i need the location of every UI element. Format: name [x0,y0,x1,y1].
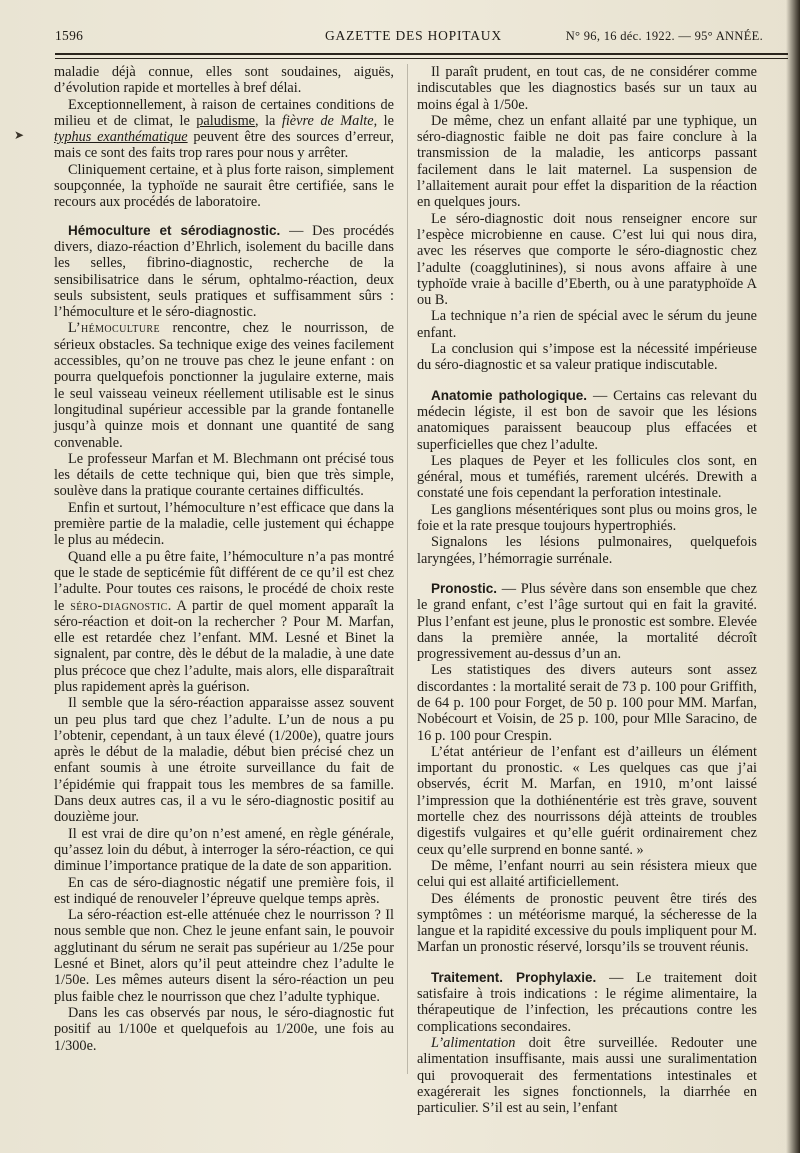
column-divider [407,64,408,1074]
header-rule-thin [55,58,788,59]
paragraph: De même, l’enfant nourri au sein résistera mieux que celui qui est allaité artificiellement. [417,857,757,891]
paragraph: Des éléments de pronostic peuvent être tirés des symptômes : un météorisme marqué, la sécheresse de la langue et la rapidité excessive du pouls impliquent pour M. Marfan un pronostic réservé, lorsqu’ils se trouvent réunis. [417,890,757,956]
section-heading: Anatomie pathologique. [431,387,588,403]
paragraph: Enfin et surtout, l’hémoculture n’est efficace que dans la première partie de la maladie, celle justement qui échappe le plus au médecin. [54,499,394,549]
paragraph: Il est vrai de dire qu’on n’est amené, en règle générale, qu’assez loin du début, à interroger la séro-réaction, ce qui diminue l’importance pratique de la date de son apparition. [54,825,394,875]
section-paragraph: Pronostic. — Plus sévère dans son ensemble que chez le grand enfant, c’est l’âge surtout qui en fait la gravité. Plus l’enfant est jeune, plus le pronostic est sombre. Elevée dans la première année, la mortalité décroît progressivement au-dessus d’un an. [417,580,757,663]
section-heading: Traitement. Prophylaxie. [431,969,597,985]
section-paragraph: Anatomie pathologique. — Certains cas relevant du médecin légiste, il est bon de savoir que les lésions anatomiques paraissent beaucoup plus effacées et superficielles que chez l’adulte. [417,387,758,453]
section-paragraph: Traitement. Prophylaxie. — Le traitement doit satisfaire à trois indications : le régime alimentaire, la thérapeutique de l’infection, les précautions contre les complications secondaires. [417,969,758,1035]
paragraph: De même, chez un enfant allaité par une typhique, un séro-diagnostic faible ne doit pas faire conclure à la transmission de la maladie, les anticorps passant facilement dans le lait maternel. La suspension de l’allaitement aurait pour effet la disparition de la réaction en quelques jours. [417,112,757,211]
paragraph: En cas de séro-diagnostic négatif une première fois, il est indiqué de renouveler l’épreuve quelque temps après. [54,874,394,907]
paragraph: Dans les cas observés par nous, le séro-diagnostic fut positif au 1/100e et quelquefois au 1/200e, une fois au 1/300e. [54,1004,394,1054]
left-column [54,64,394,1054]
paragraph: L’hémoculture rencontre, chez le nourrisson, de sérieux obstacles. Sa technique exige des veines facilement accessibles, qu’on ne trouve pas chez le jeune enfant : on pourra quelquefois ponctionner la jugulaire externe, mais le seul vaisseau veineux réellement utilisable est le sinus longitudinal supérieur accessible par la grande fontanelle jusqu’à quinze mois et donnant une quantité de sang convenable. [54,320,394,451]
paragraph: La technique n’a rien de spécial avec le sérum du jeune enfant. [417,308,757,341]
section-heading: Hémoculture et sérodiagnostic. [68,222,281,238]
paragraph: La séro-réaction est-elle atténuée chez le nourrisson ? Il nous semble que non. Chez le jeune enfant sain, le pouvoir agglutinant du sérum ne serait pas supérieur au 1/25e pour Lesné et Binet, alors qu’il peut atteindre chez l’adulte le 1/50e. Les mêmes auteurs disent la séro-réaction un peu plus faible chez le nourrisson que chez l’adulte typhique. [54,907,394,1005]
page-header [55,26,785,46]
right-column [417,64,757,1116]
paragraph: Cliniquement certaine, et à plus forte raison, simplement soupçonnée, la typhoïde ne saurait être certifiée, sans le recours aux procédés de laboratoire. [54,161,394,211]
paragraph: Le professeur Marfan et M. Blechmann ont précisé tous les détails de cette technique qui, bien que très simple, soulève dans la pratique courante certaines difficultés. [54,450,394,500]
paragraph: Il semble que la séro-réaction apparaisse assez souvent un peu plus tard que chez l’adulte. L’un de nous a pu l’obtenir, cependant, à un taux élevé (1/200e), quatre jours après le début de la maladie, début bien précisé chez un enfant soumis à une étroite surveillance du fait de l’épidémie qui frappait tous les membres de sa famille. Dans deux autres cas, il a vu le séro-diagnostic positif au douzième jour. [54,695,394,826]
paragraph: L’alimentation doit être surveillée. Redouter une alimentation insuffisante, mais aussi une suralimentation qui provoquerait des fermentations intestinales et exagérerait les signes fonctionnels, la diarrhée en particulier. S’il est au sein, l’enfant [417,1034,757,1117]
paragraph: Signalons les lésions pulmonaires, quelquefois laryngées, l’hémorragie surrénale. [417,534,757,567]
paragraph: Il paraît prudent, en tout cas, de ne considérer comme indiscutables que les diagnostics basés sur un taux au moins égal à 1/50e. [417,64,757,113]
issue-info: N° 96, 16 déc. 1922. — 95° ANNÉE. [565,29,763,43]
section-heading: Pronostic. [431,580,498,596]
paragraph: maladie déjà connue, elles sont soudaines, aiguës, d’évolution rapide et mortelles à bref délai. [54,64,394,97]
page-edge-shadow [786,0,800,1153]
paragraph: Les ganglions mésentériques sont plus ou moins gros, le foie et la rate presque toujours hypertrophiés. [417,501,757,535]
journal-title: GAZETTE DES HOPITAUX [325,28,502,43]
paragraph: Les statistiques des divers auteurs sont assez discordantes : la mortalité serait de 73 p. 100 pour Griffith, de 64 p. 100 pour Forget, de 50 p. 100 pour MM. Marfan, Nobécourt et Voisin, de 25 p. 100, pour Mlle Saracino, de 16 p. 100 pour Crespin. [417,662,757,744]
paragraph: Exceptionnellement, à raison de certaines conditions de milieu et de climat, le paludisme, la fièvre de Malte, le typhus exanthématique peuvent être des sources d’erreur, mais ce sont des faits trop rares pour nous y arrêter. [54,96,394,162]
paragraph: Le séro-diagnostic doit nous renseigner encore sur l’espèce microbienne en cause. C’est lui qui nous dira, avec les réserves que comporte le séro-diagnostic chez l’adulte (coagglutinines), si nous avons affaire à une typhoïde vraie à bacille d’Eberth, ou à une paratyphoïde A ou B. [417,210,757,309]
paragraph: La conclusion qui s’impose est la nécessité impérieuse du séro-diagnostic et sa valeur pratique indiscutable. [417,341,757,374]
header-rule-thick [55,53,788,55]
paragraph: Quand elle a pu être faite, l’hémoculture n’a pas montré que le stade de septicémie fût différent de ce qu’il est chez l’adulte. Pour toutes ces raisons, le procédé de choix reste le séro-diagnostic. A partir de quel moment apparaît la séro-réaction et doit-on la rechercher ? Pour M. Marfan, elle est retardée chez l’enfant. MM. Lesné et Binet la signalent, par contre, dès le début de la maladie, à une date plus précoce que chez l’adulte, mais alors, elle disparaîtrait plus rapidement après la guérison. [54,548,394,695]
page-number: 1596 [55,28,84,43]
paragraph: Les plaques de Peyer et les follicules clos sont, en général, mous et tuméfiés, rarement ulcérés. Drewith a constaté une fois cependant la perforation intestinale. [417,452,757,502]
section-paragraph: Hémoculture et sérodiagnostic. — Des procédés divers, diazo-réaction d’Ehrlich, isolement du bacille dans les selles, fibrino-diagnostic, recherche de la sensibilisatrice dans le sérum, ophtalmo-réaction, deux seuls subsistent, seuls pratiques et suffisamment sûrs : l’hémoculture et le séro-diagnostic. [54,222,395,321]
paragraph: L’état antérieur de l’enfant est d’ailleurs un élément important du pronostic. « Les quelques cas que j’ai observés, écrit M. Marfan, en 1910, m’ont laissé l’impression que la dothiénentérie est très grave, souvent mortelle chez des nourrissons déjà atteints de troubles digestifs vulgaires et qu’elle guérit ordinairement chez ceux qu’elle surprend en bonne santé. » [417,743,757,858]
margin-arrow-mark: ➤ [14,128,25,142]
